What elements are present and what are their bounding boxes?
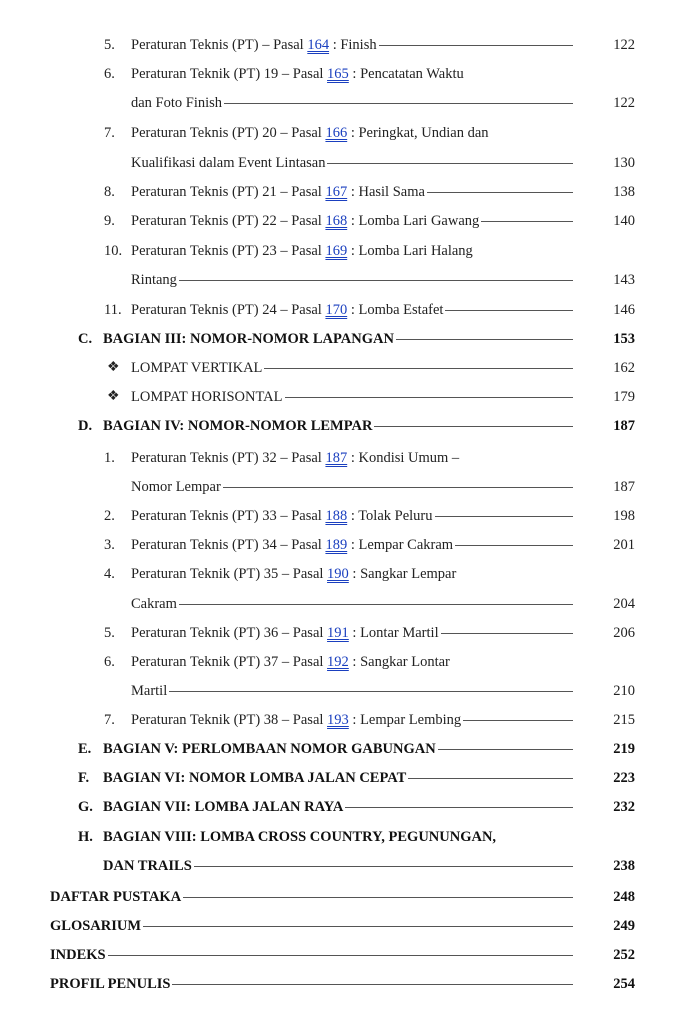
entry-title-pre: Peraturan Teknik (PT) 36 – Pasal <box>131 625 328 641</box>
item-number: 6. <box>104 66 115 82</box>
dot-leader <box>179 280 573 281</box>
pasal-link[interactable]: 166 <box>325 125 348 141</box>
entry-title-post: : Lomba Lari Halang <box>347 243 473 259</box>
dot-leader <box>345 807 573 808</box>
dot-leader <box>194 866 573 867</box>
section-letter: G. <box>78 799 93 815</box>
pasal-link[interactable]: 188 <box>325 508 348 524</box>
toc-entry-continuation[interactable] <box>0 92 690 114</box>
page-number: 162 <box>613 360 635 376</box>
pasal-link[interactable]: 190 <box>327 566 349 582</box>
toc-entry-pasal-164[interactable] <box>0 34 690 56</box>
dot-leader <box>223 487 573 488</box>
page-number: 210 <box>613 683 635 699</box>
pasal-link[interactable]: 193 <box>327 712 349 728</box>
toc-section-f[interactable] <box>0 767 690 789</box>
dot-leader <box>224 103 573 104</box>
section-title: BAGIAN IV: NOMOR-NOMOR LEMPAR <box>103 418 373 434</box>
toc-entry-pasal-188[interactable] <box>0 505 690 527</box>
section-letter: C. <box>78 331 93 347</box>
section-letter: D. <box>78 418 93 434</box>
dot-leader <box>441 633 573 634</box>
page-number: 187 <box>613 479 635 495</box>
dot-leader <box>172 984 573 985</box>
item-number: 7. <box>104 125 115 141</box>
entry-title-pre: Peraturan Teknis (PT) 20 – Pasal <box>131 125 326 141</box>
entry-title-pre: Peraturan Teknis (PT) 23 – Pasal <box>131 243 326 259</box>
section-title: BAGIAN VIII: LOMBA CROSS COUNTRY, PEGUNUNGAN, <box>103 829 497 845</box>
item-number: 7. <box>104 712 115 728</box>
toc-entry-pasal-168[interactable] <box>0 210 690 232</box>
diamond-bullet-icon: ❖ <box>107 389 120 404</box>
page-number: 238 <box>613 858 635 874</box>
toc-glosarium[interactable] <box>0 915 690 937</box>
entry-title-post: : Kondisi Umum – <box>347 450 460 466</box>
entry-title-post: : Sangkar Lontar <box>348 654 450 670</box>
page-number: 219 <box>613 741 635 757</box>
toc-bullet-lompat-vertikal[interactable] <box>0 357 690 379</box>
dot-leader <box>285 397 573 398</box>
entry-title-pre: Peraturan Teknis (PT) 34 – Pasal <box>131 537 326 553</box>
entry-title-post: : Finish <box>329 37 377 53</box>
entry-title-pre: LOMPAT HORISONTAL <box>131 389 283 405</box>
section-title: DAN TRAILS <box>103 858 192 874</box>
section-title: BAGIAN III: NOMOR-NOMOR LAPANGAN <box>103 331 394 347</box>
toc-section-g[interactable] <box>0 796 690 818</box>
toc-bullet-lompat-horisontal[interactable] <box>0 386 690 408</box>
toc-section-d[interactable] <box>0 415 690 437</box>
entry-title-post: : Sangkar Lempar <box>348 566 457 582</box>
item-number: 11. <box>104 302 122 318</box>
toc-entry-continuation[interactable] <box>0 152 690 174</box>
item-number: 10. <box>104 243 123 259</box>
toc-section-continuation[interactable] <box>0 855 690 877</box>
page-number: 249 <box>613 918 635 934</box>
dot-leader <box>374 426 573 427</box>
entry-title-pre: Rintang <box>131 272 177 288</box>
toc-daftar-pustaka[interactable] <box>0 886 690 908</box>
entry-title-pre: Peraturan Teknis (PT) 24 – Pasal <box>131 302 326 318</box>
dot-leader <box>327 163 573 164</box>
toc-entry-pasal-170[interactable] <box>0 299 690 321</box>
dot-leader <box>463 720 573 721</box>
pasal-link[interactable]: 187 <box>325 450 348 466</box>
pasal-link[interactable]: 191 <box>327 625 349 641</box>
pasal-link[interactable]: 164 <box>307 37 330 53</box>
entry-title-pre: Kualifikasi dalam Event Lintasan <box>131 155 326 171</box>
item-number: 1. <box>104 450 115 466</box>
dot-leader <box>481 221 573 222</box>
entry-title-pre: Peraturan Teknis (PT) 21 – Pasal <box>131 184 326 200</box>
item-number: 5. <box>104 625 115 641</box>
dot-leader <box>169 691 573 692</box>
dot-leader <box>183 897 573 898</box>
page-number: 143 <box>613 272 635 288</box>
page-number: 153 <box>613 331 635 347</box>
entry-title-pre: Peraturan Teknis (PT) – Pasal <box>131 37 308 53</box>
pasal-link[interactable]: 167 <box>325 184 348 200</box>
toc-entry-continuation[interactable] <box>0 269 690 291</box>
toc-entry-continuation[interactable] <box>0 680 690 702</box>
page-number: 204 <box>613 596 635 612</box>
chapter-title: INDEKS <box>50 947 106 963</box>
entry-title-post: : Lempar Lembing <box>348 712 462 728</box>
page-number: 223 <box>613 770 635 786</box>
entry-title-post: : Lomba Lari Gawang <box>347 213 480 229</box>
toc-entry-pasal-165[interactable] <box>0 63 690 85</box>
entry-title-post: : Peringkat, Undian dan <box>347 125 489 141</box>
toc-entry-continuation[interactable] <box>0 476 690 498</box>
item-number: 2. <box>104 508 115 524</box>
pasal-link[interactable]: 170 <box>325 302 348 318</box>
toc-indeks[interactable] <box>0 944 690 966</box>
pasal-link[interactable]: 169 <box>325 243 348 259</box>
page-number: 206 <box>613 625 635 641</box>
dot-leader <box>435 516 574 517</box>
page-number: 138 <box>613 184 635 200</box>
section-letter: H. <box>78 829 93 845</box>
page-number: 215 <box>613 712 635 728</box>
toc-entry-pasal-192[interactable] <box>0 651 690 673</box>
entry-title-pre: Martil <box>131 683 168 699</box>
entry-title-pre: Peraturan Teknik (PT) 19 – Pasal <box>131 66 328 82</box>
entry-title-pre: dan Foto Finish <box>131 95 223 111</box>
section-letter: E. <box>78 741 92 757</box>
page-number: 140 <box>613 213 635 229</box>
pasal-link[interactable]: 192 <box>327 654 349 670</box>
entry-title-post: : Lontar Martil <box>348 625 439 641</box>
entry-title-pre: Peraturan Teknik (PT) 35 – Pasal <box>131 566 328 582</box>
item-number: 8. <box>104 184 115 200</box>
toc-entry-pasal-169[interactable] <box>0 240 690 262</box>
entry-title-pre: Peraturan Teknis (PT) 32 – Pasal <box>131 450 326 466</box>
pasal-link[interactable]: 189 <box>325 537 348 553</box>
chapter-title: PROFIL PENULIS <box>50 976 171 992</box>
entry-title-post: : Hasil Sama <box>347 184 425 200</box>
toc-entry-pasal-191[interactable] <box>0 622 690 644</box>
page-number: 198 <box>613 508 635 524</box>
entry-title-post: : Tolak Peluru <box>347 508 433 524</box>
dot-leader <box>445 310 573 311</box>
entry-title-pre: Peraturan Teknik (PT) 37 – Pasal <box>131 654 328 670</box>
page-number: 201 <box>613 537 635 553</box>
page-number: 179 <box>613 389 635 405</box>
pasal-link[interactable]: 165 <box>327 66 349 82</box>
section-letter: F. <box>78 770 90 786</box>
page-number: 146 <box>613 302 635 318</box>
toc-entry-pasal-190[interactable] <box>0 563 690 585</box>
toc-entry-pasal-193[interactable] <box>0 709 690 731</box>
page-number: 232 <box>613 799 635 815</box>
item-number: 9. <box>104 213 115 229</box>
entry-title-pre: Nomor Lempar <box>131 479 221 495</box>
dot-leader <box>427 192 573 193</box>
toc-entry-continuation[interactable] <box>0 593 690 615</box>
diamond-bullet-icon: ❖ <box>107 360 120 375</box>
entry-title-pre: Peraturan Teknik (PT) 38 – Pasal <box>131 712 328 728</box>
item-number: 4. <box>104 566 115 582</box>
dot-leader <box>455 545 573 546</box>
section-title: BAGIAN VI: NOMOR LOMBA JALAN CEPAT <box>103 770 407 786</box>
section-title: BAGIAN V: PERLOMBAAN NOMOR GABUNGAN <box>103 741 436 757</box>
pasal-link[interactable]: 168 <box>325 213 348 229</box>
entry-title-post: : Lomba Estafet <box>347 302 444 318</box>
toc-entry-pasal-166[interactable] <box>0 122 690 144</box>
item-number: 3. <box>104 537 115 553</box>
dot-leader <box>379 45 573 46</box>
dot-leader <box>179 604 573 605</box>
page-number: 187 <box>613 418 635 434</box>
page-number: 248 <box>613 889 635 905</box>
dot-leader <box>108 955 573 956</box>
entry-title-post: : Pencatatan Waktu <box>348 66 464 82</box>
entry-title-pre: LOMPAT VERTIKAL <box>131 360 263 376</box>
item-number: 5. <box>104 37 115 53</box>
chapter-title: GLOSARIUM <box>50 918 142 934</box>
item-number: 6. <box>104 654 115 670</box>
dot-leader <box>408 778 573 779</box>
page-number: 252 <box>613 947 635 963</box>
section-title: BAGIAN VII: LOMBA JALAN RAYA <box>103 799 344 815</box>
page-number: 122 <box>613 95 635 111</box>
toc-section-e[interactable] <box>0 738 690 760</box>
dot-leader <box>143 926 573 927</box>
page-number: 122 <box>613 37 635 53</box>
entry-title-pre: Peraturan Teknis (PT) 33 – Pasal <box>131 508 326 524</box>
toc-entry-pasal-167[interactable] <box>0 181 690 203</box>
dot-leader <box>264 368 573 369</box>
toc-section-c[interactable] <box>0 328 690 350</box>
toc-section-h[interactable] <box>0 826 690 848</box>
entry-title-pre: Peraturan Teknis (PT) 22 – Pasal <box>131 213 326 229</box>
toc-entry-pasal-187[interactable] <box>0 447 690 469</box>
toc-profil-penulis[interactable] <box>0 973 690 995</box>
page-number: 130 <box>613 155 635 171</box>
entry-title-post: : Lempar Cakram <box>347 537 454 553</box>
chapter-title: DAFTAR PUSTAKA <box>50 889 182 905</box>
toc-entry-pasal-189[interactable] <box>0 534 690 556</box>
dot-leader <box>438 749 573 750</box>
dot-leader <box>396 339 573 340</box>
entry-title-pre: Cakram <box>131 596 177 612</box>
page-number: 254 <box>613 976 635 992</box>
